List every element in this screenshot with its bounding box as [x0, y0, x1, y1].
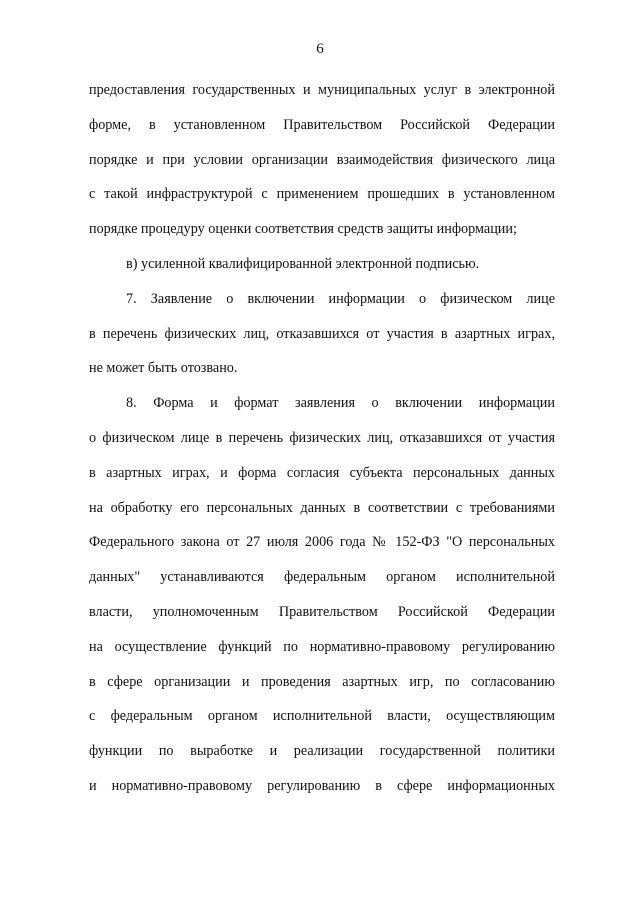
text-line: 8. Форма и формат заявления о включении информации — [126, 395, 555, 412]
text-line: порядке и при условии организации взаимодействия физического лица — [89, 151, 555, 168]
text-line: не может быть отозвано. — [89, 360, 238, 377]
text-line: функции по выработке и реализации государственной политики — [89, 743, 555, 760]
text-line: в) усиленной квалифицированной электронной подписью. — [126, 255, 480, 272]
text-line: на осуществление функций по нормативно-правовому регулированию — [89, 638, 555, 655]
text-line: с федеральным органом исполнительной власти, осуществляющим — [89, 708, 555, 725]
text-line: форме, в установленном Правительством Российской Федерации — [89, 116, 555, 133]
text-line: в азартных играх, и форма согласия субъекта персональных данных — [89, 464, 555, 481]
text-line: о физическом лице в перечень физических лиц, отказавшихся от участия — [89, 429, 555, 446]
text-line: на обработку его персональных данных в соответствии с требованиями — [89, 499, 555, 516]
text-line: предоставления государственных и муниципальных услуг в электронной — [89, 82, 555, 98]
text-line: в сфере организации и проведения азартных игр, по согласованию — [89, 673, 555, 690]
text-line: Федерального закона от 27 июля 2006 года № 152-ФЗ "О персональных — [89, 534, 555, 551]
document-body — [89, 82, 555, 813]
text-line: с такой инфраструктурой с применением прошедших в установленном — [89, 186, 555, 203]
text-line: власти, уполномоченным Правительством Российской Федерации — [89, 603, 555, 620]
page-number: 6 — [316, 41, 324, 57]
text-line: данных" устанавливаются федеральным органом исполнительной — [89, 569, 555, 586]
text-line: порядке процедуру оценки соответствия средств защиты информации; — [89, 221, 517, 238]
text-line: в перечень физических лиц, отказавшихся от участия в азартных играх, — [89, 325, 555, 342]
text-line: и нормативно-правовому регулированию в сфере информационных — [89, 777, 555, 794]
text-line: 7. Заявление о включении информации о физическом лице — [126, 290, 555, 307]
